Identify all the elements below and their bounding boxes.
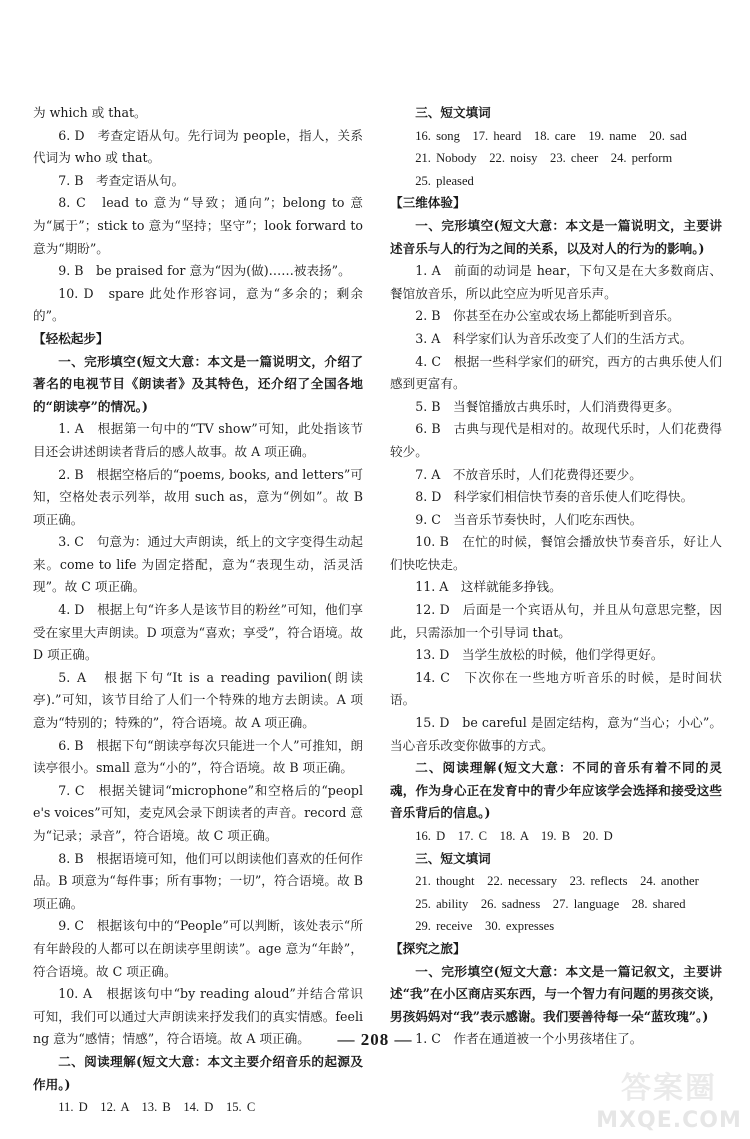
answer-row: 11. D 12. A 13. B 14. D 15. C: [58, 1100, 256, 1115]
answer-item: 10. A 根据该句中“by reading aloud”并结合常识可知，我们可以通过大声朗读来抒发我们的真实情感。feeling 意为“感情；情感”，符合语境。故 A 项正确。: [33, 986, 363, 1047]
answer-item: 1. A 根据第一句中的“TV show”可知，此处指该节目还会讲述朗读者背后的感人故事。故 A 项正确。: [33, 421, 363, 459]
section-heading: 二、阅读理解(短文大意：不同的音乐有着不同的灵魂，作为身心正在发育中的青少年应该学会选择和接受这些音乐背后的信息。): [390, 760, 722, 821]
section-heading: 三、短文填词: [415, 105, 491, 120]
answer-row: 16. D 17. C 18. A 19. B 20. D: [415, 829, 613, 843]
page-number: — 208 —: [337, 1030, 413, 1049]
answer-item: 5. A 根据下句“It is a reading pavilion(朗读亭).”可知，该节目给了人们一个特殊的地方去朗读。A 项意为“特别的；特殊的”，符合语境。故 A 项正确。: [33, 669, 363, 731]
answer-item: 3. A 科学家们认为音乐改变了人们的生活方式。: [415, 330, 693, 346]
section-heading: 一、完形填空(短文大意：本文是一篇说明文，介绍了著名的电视节目《朗读者》及其特色，还介绍了全国各地的“朗读亭”的情况。): [33, 353, 363, 414]
answer-row: 21. thought 22. necessary 23. reflects 24. another: [415, 874, 699, 889]
answer-item: 2. B 根据空格后的“poems, books, and letters”可知，空格处表示列举，故用 such as，意为“例如”。故 B 项正确。: [33, 466, 363, 527]
answer-item: 1. A 前面的动词是 hear，下句又是在大多数商店、餐馆放音乐，所以此空应为听见音乐声。: [390, 263, 722, 301]
answer-item: 10. B 在忙的时候，餐馆会播放快节奏音乐，好让人们快吃快走。: [390, 534, 722, 572]
right-column: [390, 102, 722, 1051]
answer-item: 11. A 这样就能多挣钱。: [415, 579, 562, 595]
text-line: 9. B be praised for 意为“因为(做)……被表扬”。: [58, 263, 351, 279]
watermark-url-text: MXQE.COM: [596, 1108, 742, 1133]
answer-item: 13. D 当学生放松的时候，他们学得更好。: [415, 647, 664, 663]
answer-item: 3. C 句意为：通过大声朗读，纸上的文字变得生动起来。come to life 为固定搭配，意为“表现生动，活灵活现”。故 C 项正确。: [33, 534, 363, 595]
answer-row: 25. pleased: [415, 173, 474, 188]
section-heading: 二、阅读理解(短文大意：本文主要介绍音乐的起源及作用。): [33, 1053, 363, 1092]
answer-item: 7. C 根据关键词“microphone”和空格后的“people's voices”可知，麦克风会录下朗读者的声音。record 意为“记录；录音”，符合语境。故 C 项正确。: [33, 782, 363, 843]
section-tag: 【三维体验】: [390, 195, 466, 211]
answer-item: 14. C 下次你在一些地方听音乐的时候，是时间状语。: [390, 669, 722, 708]
answer-item: 9. C 根据该句中的“People”可以判断，该处表示“所有年龄段的人都可以在朗读亭里朗读”。age 意为“年龄”，符合语境。故 C 项正确。: [33, 918, 363, 979]
answer-item: 12. D 后面是一个宾语从句，并且从句意思完整，因此，只需添加一个引导词 that。: [390, 602, 722, 640]
answer-row: 21. Nobody 22. noisy 23. cheer 24. perform: [415, 151, 673, 166]
section-tag: 【轻松起步】: [33, 330, 109, 346]
answer-item: 4. C 根据一些科学家们的研究，西方的古典乐使人们感到更富有。: [390, 353, 722, 392]
text-line: 7. B 考查定语从句。: [58, 172, 185, 188]
answer-item: 9. C 当音乐节奏快时，人们吃东西快。: [415, 511, 643, 527]
answer-item: 15. D be careful 是固定结构，意为“当心；小心”。当心音乐改变你做事的方式。: [390, 715, 722, 753]
answer-row: 25. ability 26. sadness 27. language 28. shared: [415, 896, 686, 911]
section-heading: 三、短文填词: [415, 850, 491, 866]
left-column: [33, 102, 363, 1119]
answer-item: 6. B 根据下句“朗读亭每次只能进一个人”可推知，朗读亭很小。small 意为“小的”，符合语境。故 B 项正确。: [33, 737, 363, 776]
text-line: 为 which 或 that。: [33, 105, 147, 120]
answer-item: 8. D 科学家们相信快节奏的音乐使人们吃得快。: [415, 489, 694, 505]
text-line: 6. D 考查定语从句。先行词为 people，指人，关系代词为 who 或 that。: [33, 127, 363, 166]
section-heading: 一、完形填空(短文大意：本文是一篇记叙文，主要讲述“我”在小区商店买东西，与一个智力有问题的男孩交谈，男孩妈妈对“我”表示感谢。我们要善待每一朵“蓝玫瑰”。): [390, 963, 722, 1024]
answer-item: 5. B 当餐馆播放古典乐时，人们消费得更多。: [415, 398, 680, 414]
watermark-cn-text: 答案圈: [621, 1071, 717, 1106]
answer-row: 16. song 17. heard 18. care 19. name 20. sad: [415, 128, 687, 143]
text-line: 8. C lead to 意为“导致；通向”；belong to 意为“属于”；stick to 意为“坚持；坚守”；look forward to 意为“期盼”。: [33, 195, 363, 256]
answer-item: 4. D 根据上句“许多人是该节目的粉丝”可知，他们享受在家里大声朗读。D 项意为“喜欢；享受”，符合语境。故 D 项正确。: [33, 602, 363, 663]
text-line: 10. D spare 此处作形容词，意为“多余的；剩余的”。: [33, 285, 363, 324]
answer-item: 1. C 作者在通道被一个小男孩堵住了。: [415, 1031, 643, 1047]
answer-item: 6. B 古典与现代是相对的。故现代乐时，人们花费得较少。: [390, 421, 722, 459]
answer-item: 7. A 不放音乐时，人们花费得还要少。: [415, 466, 642, 482]
answer-row: 29. receive 30. expresses: [415, 919, 555, 934]
section-heading: 一、完形填空(短文大意：本文是一篇说明文，主要讲述音乐与人的行为之间的关系，以及对人的行为的影响。): [390, 217, 722, 256]
section-tag: 【探究之旅】: [390, 940, 466, 956]
watermark-logo: [594, 1063, 744, 1133]
answer-item: 2. B 你甚至在办公室或农场上都能听到音乐。: [415, 308, 680, 324]
answer-item: 8. B 根据语境可知，他们可以朗读他们喜欢的任何作品。B 项意为“每件事；所有事物；一切”，符合语境。故 B 项正确。: [33, 850, 363, 911]
